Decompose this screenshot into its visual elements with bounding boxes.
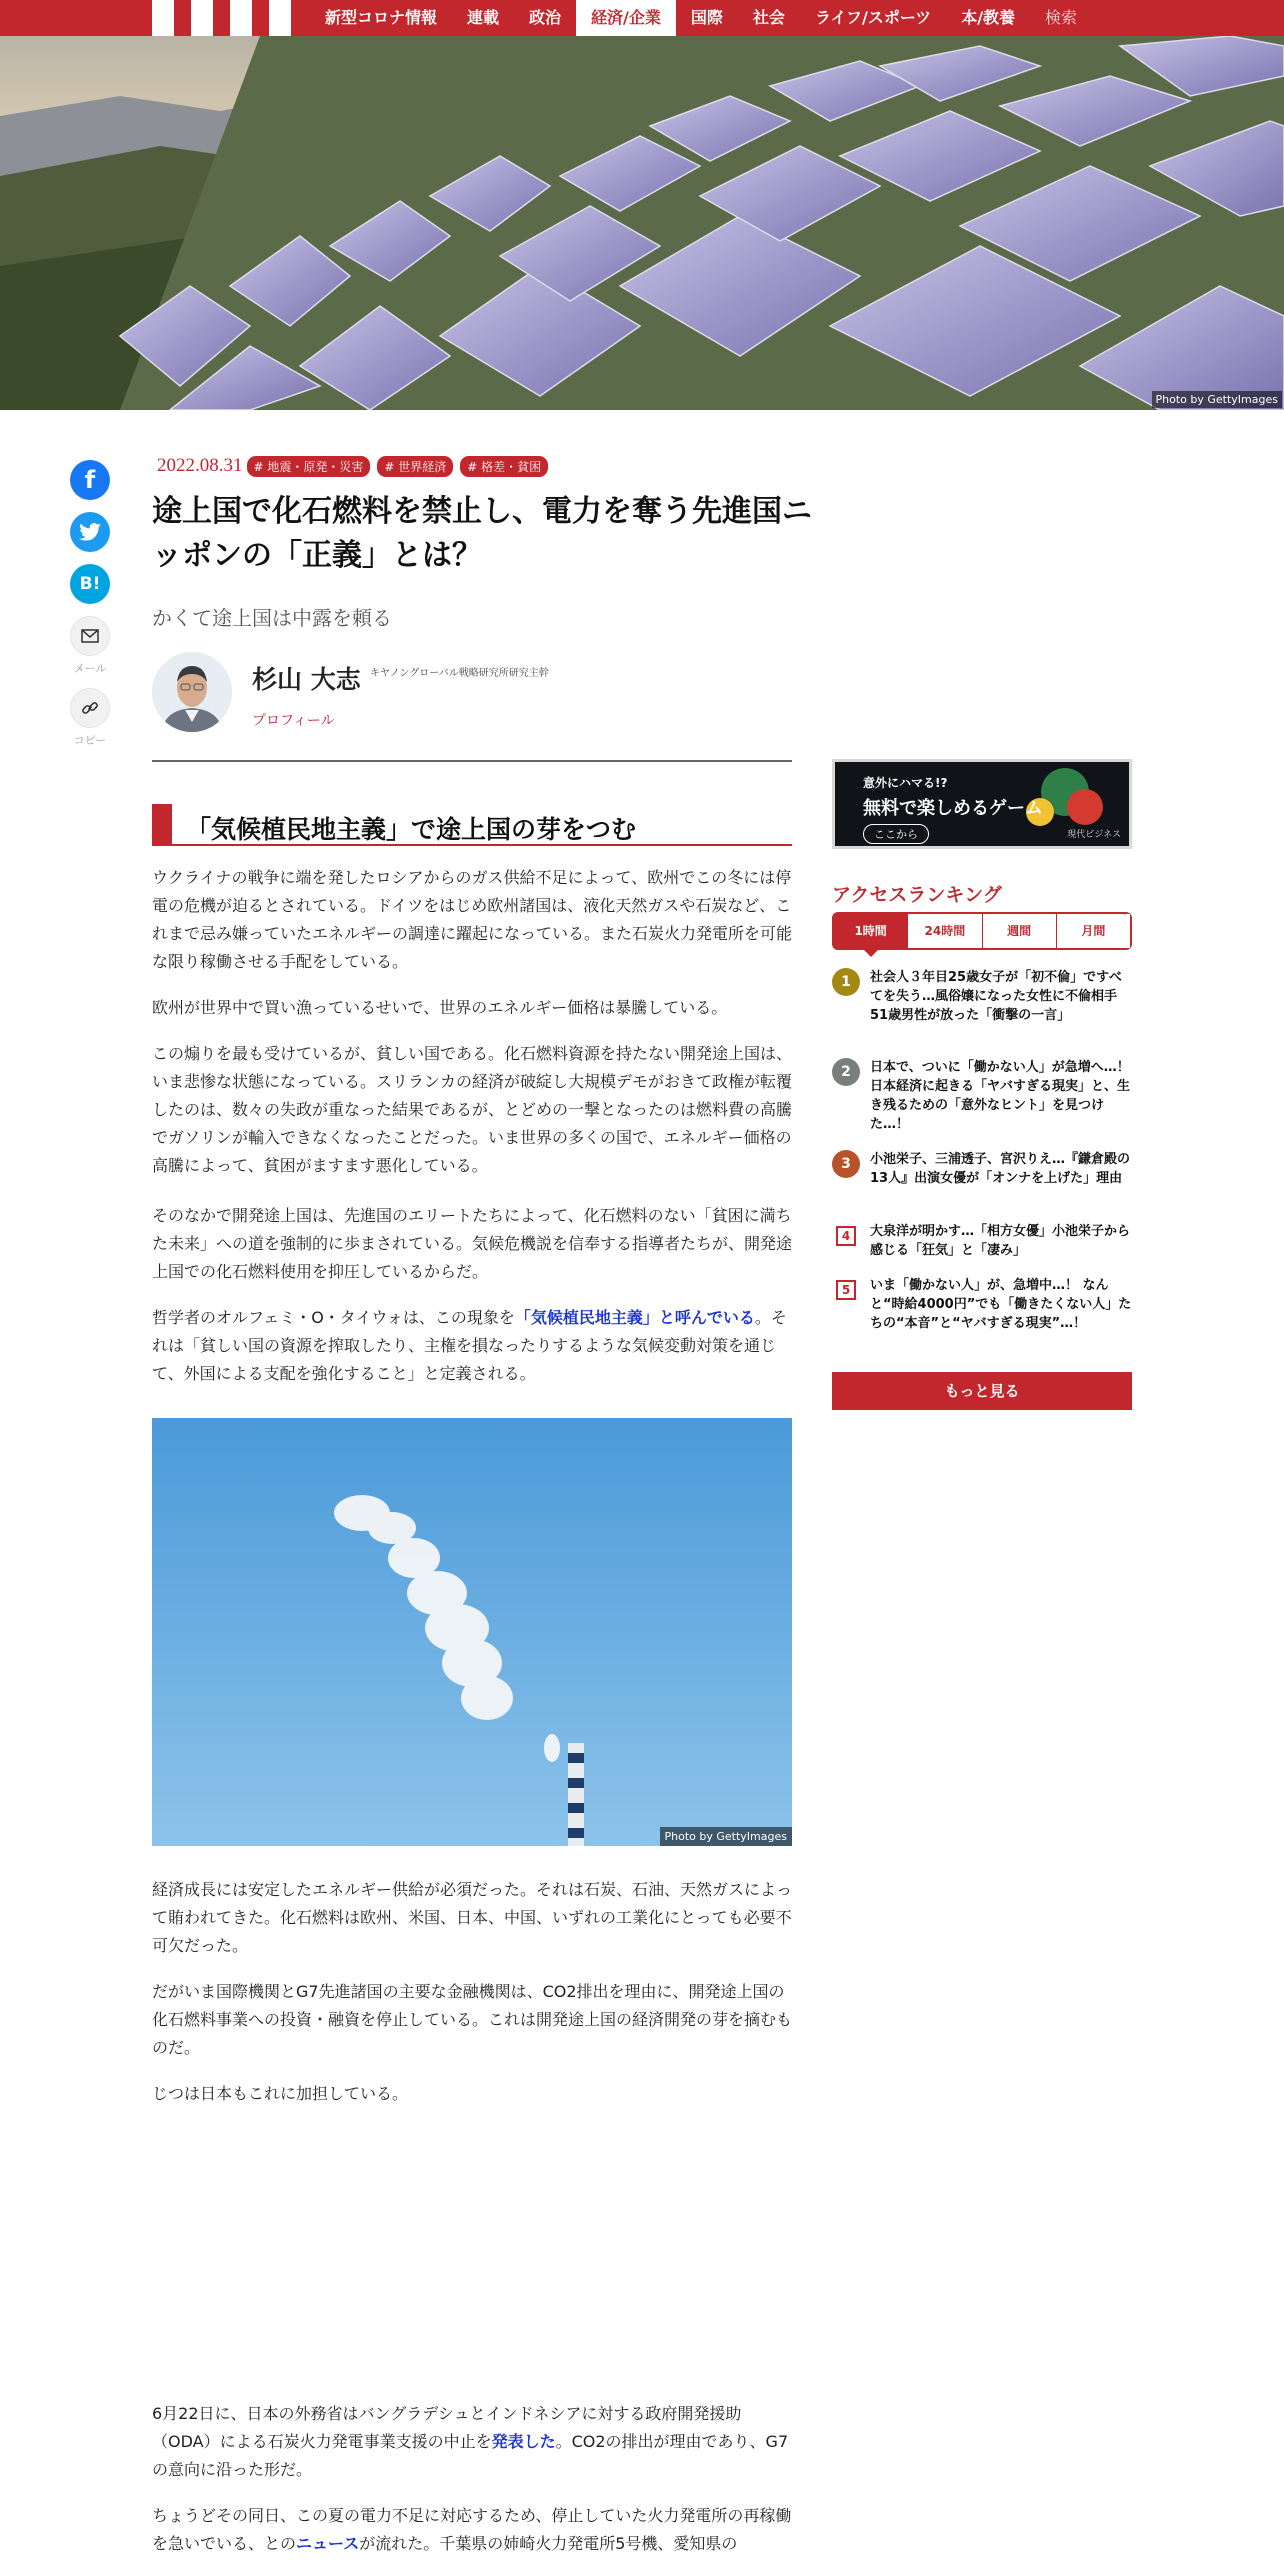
article-paragraph-10	[152, 2502, 792, 2558]
facebook-icon: f	[84, 466, 96, 494]
hatena-bookmark-button[interactable]	[70, 564, 110, 604]
hero-photo-credit: Photo by GettyImages	[1152, 391, 1282, 408]
article-paragraph-2: 欧州が世界中で買い漁っているせいで、世界のエネルギー価格は暴騰している。	[152, 998, 728, 1017]
site-logo[interactable]	[152, 0, 292, 36]
smokestack-illustration	[152, 1418, 792, 1846]
section-heading-marker	[152, 804, 172, 844]
rank-badge: 5	[836, 1280, 856, 1300]
tab-24-hours[interactable]: 24時間	[907, 914, 981, 948]
tag-disaster[interactable]: # 地震・原発・災害	[247, 456, 371, 477]
hero-image	[0, 36, 1284, 410]
hatena-icon: B!	[79, 574, 101, 594]
author-name[interactable]: 杉山 大志	[252, 665, 361, 694]
rank-badge: 2	[832, 1058, 860, 1086]
paragraph-5-text-b: 。それは「貧しい国の資源を搾取したり、主権を損なったりするような気候変動対策を通じて、外国による支配を強化すること」と定義される。	[152, 1308, 787, 1383]
top-nav	[0, 0, 1284, 36]
nav-item-economy[interactable]: 経済/企業	[576, 0, 676, 36]
announcement-link[interactable]: 発表した	[491, 2432, 556, 2451]
ad-headline-small: 意外にハマる!?	[863, 776, 948, 790]
article-paragraph-7: だがいま国際機関とG7先進諸国の主要な金融機関は、CO2排出を理由に、開発途上国の化石燃料事業への投資・融資を停止している。これは開発途上国の経済開発の芽を摘むものだ。	[152, 1982, 793, 2057]
article-subtitle: かくて途上国は中露を頼る	[152, 606, 392, 630]
nav-item-politics[interactable]: 政治	[529, 8, 562, 27]
nav-menu	[310, 0, 1092, 36]
ranking-tabs	[832, 912, 1132, 950]
tab-monthly[interactable]: 月間	[1056, 914, 1130, 948]
climate-colonialism-link[interactable]: 「気候植民地主義」と呼んでいる	[514, 1308, 755, 1327]
tag-world-economy[interactable]: # 世界経済	[377, 456, 453, 477]
tab-1-hour[interactable]: 1時間	[834, 914, 907, 948]
article-photo-smokestack	[152, 1418, 792, 1846]
publish-date: 2022.08.31	[157, 455, 243, 476]
tag-poverty[interactable]: # 格差・貧困	[460, 456, 548, 477]
ranking-item-title: 大泉洋が明かす…「相方女優」小池栄子から感じる「狂気」と「凄み」	[870, 1224, 1131, 1258]
news-link[interactable]: ニュース	[296, 2534, 360, 2553]
nav-item-international[interactable]: 国際	[690, 8, 723, 27]
article-paragraph-5	[152, 1304, 792, 1388]
section-heading-text: 「気候植民地主義」で途上国の芽をつむ	[186, 815, 637, 844]
paragraph-9-text-a: 6月22日に、日本の外務省はバングラデシュとインドネシアに対する政府開発援助（ODA）による石炭火力発電事業支援の中止を	[152, 2404, 742, 2451]
hero-solar-panels-illustration	[0, 36, 1284, 410]
author-portrait-illustration	[152, 652, 232, 732]
section-heading	[152, 804, 792, 846]
article-paragraph-8: じつは日本もこれに加担している。	[152, 2084, 409, 2103]
article-paragraph-3: この煽りを最も受けているが、貧しい国である。化石燃料資源を持たない開発途上国は、いま悲惨な状態になっている。スリランカの経済が破綻し大規模デモがおきて政権が転覆したのは、数々の失政が重なった結果であるが、とどめの一撃となったのは燃料費の高騰でガソリンが輸入できなくなったことだった。いま世界の多くの国で、エネルギー価格の高騰によって、貧困がますます悪化している。	[152, 1044, 793, 1175]
mail-share-button[interactable]	[70, 616, 110, 656]
ranking-item-title: 社会人３年目25歳女子が「初不倫」ですべてを失う…風俗嬢になった女性に不倫相手51歳男性が放った「衝撃の一言」	[870, 970, 1122, 1023]
sidebar-ad-banner[interactable]	[832, 759, 1132, 849]
article-title: 途上国で化石燃料を禁止し、電力を奪う先進国ニッポンの「正義」とは？	[152, 494, 812, 573]
mail-share-label: メール	[73, 662, 107, 675]
twitter-bird-icon	[79, 523, 101, 541]
ranking-item-title: 日本で、ついに「働かない人」が急増へ…！ 日本経済に起きる「ヤバすぎる現実」と、生き残るための「意外なヒント」を見つけた…！	[870, 1060, 1131, 1132]
article-paragraph-1: ウクライナの戦争に端を発したロシアからのガス供給不足によって、欧州でこの冬には停電の危機が迫るとされている。ドイツをはじめ欧州諸国は、液化天然ガスや石炭など、これまで忌み嫌っていたエネルギーの調達に躍起になっている。また石炭火力発電所を可能な限り稼働させる手配をしている。	[152, 868, 793, 971]
copy-link-button[interactable]	[70, 688, 110, 728]
article-meta	[152, 455, 555, 477]
nav-search[interactable]: 検索	[1045, 8, 1078, 27]
nav-item-corona[interactable]: 新型コロナ情報	[325, 8, 438, 27]
author-avatar[interactable]	[152, 652, 232, 732]
paragraph-10-text-b: が流れた。千葉県の姉崎火力発電所5号機、愛知県の	[359, 2534, 738, 2553]
header-divider	[152, 760, 792, 762]
tab-weekly[interactable]: 週間	[982, 914, 1056, 948]
ranking-heading: アクセスランキング	[832, 884, 1002, 906]
copy-link-label: コピー	[73, 734, 107, 747]
ad-headline: 無料で楽しめるゲーム	[863, 798, 1043, 819]
author-affiliation: キヤノングローバル戦略研究所研究主幹	[370, 668, 549, 679]
article-paragraph-9	[152, 2400, 792, 2484]
paragraph-5-text-a: 哲学者のオルフェミ・O・タイウォは、この現象を	[152, 1308, 515, 1327]
paragraph-9-text-b: 。CO2の排出が理由であり、G7の意向に沿った形だ。	[152, 2432, 789, 2479]
rank-badge: 3	[832, 1150, 860, 1178]
article-paragraph-6: 経済成長には安定したエネルギー供給が必須だった。それは石炭、石油、天然ガスによって賄われてきた。化石燃料は欧州、米国、日本、中国、いずれの工業化にとっても必要不可欠だった。	[152, 1880, 793, 1955]
nav-item-books[interactable]: 本/教養	[961, 8, 1016, 27]
rank-badge: 4	[836, 1226, 856, 1246]
nav-item-life-sports[interactable]: ライフ/スポーツ	[814, 8, 932, 27]
nav-item-series[interactable]: 連載	[467, 8, 500, 27]
ranking-more-button[interactable]: もっと見る	[832, 1372, 1132, 1410]
nav-item-society[interactable]: 社会	[752, 8, 785, 27]
twitter-share-button[interactable]	[70, 512, 110, 552]
article-photo-credit: Photo by GettyImages	[660, 1827, 792, 1846]
facebook-share-button[interactable]	[70, 460, 110, 500]
rank-badge: 1	[832, 968, 860, 996]
mail-icon	[81, 629, 99, 643]
author-profile-link[interactable]: プロフィール	[252, 713, 335, 729]
ad-cta-button[interactable]: ここから	[863, 824, 929, 844]
ad-brand: 現代ビジネス	[1067, 830, 1121, 840]
ranking-item-title: 小池栄子、三浦透子、宮沢りえ…『鎌倉殿の13人』出演女優が「オンナを上げた」理由	[870, 1152, 1131, 1186]
paragraph-10-text-a: ちょうどその同日、この夏の電力不足に対応するため、停止していた火力発電所の再稼働を急いでいる、との	[152, 2506, 792, 2553]
ranking-item-title: いま「働かない人」が、急増中…！ なんと“時給4000円”でも「働きたくない人」たちの“本音”と“ヤバすぎる現実”…！	[870, 1278, 1132, 1331]
share-bar	[70, 460, 114, 760]
link-icon	[81, 699, 99, 717]
article-paragraph-4: そのなかで開発途上国は、先進国のエリートたちによって、化石燃料のない「貧困に満ちた未来」への道を強制的に歩まされている。気候危機説を信奉する指導者たちが、開発途上国での化石燃料使用を抑圧しているからだ。	[152, 1206, 793, 1281]
